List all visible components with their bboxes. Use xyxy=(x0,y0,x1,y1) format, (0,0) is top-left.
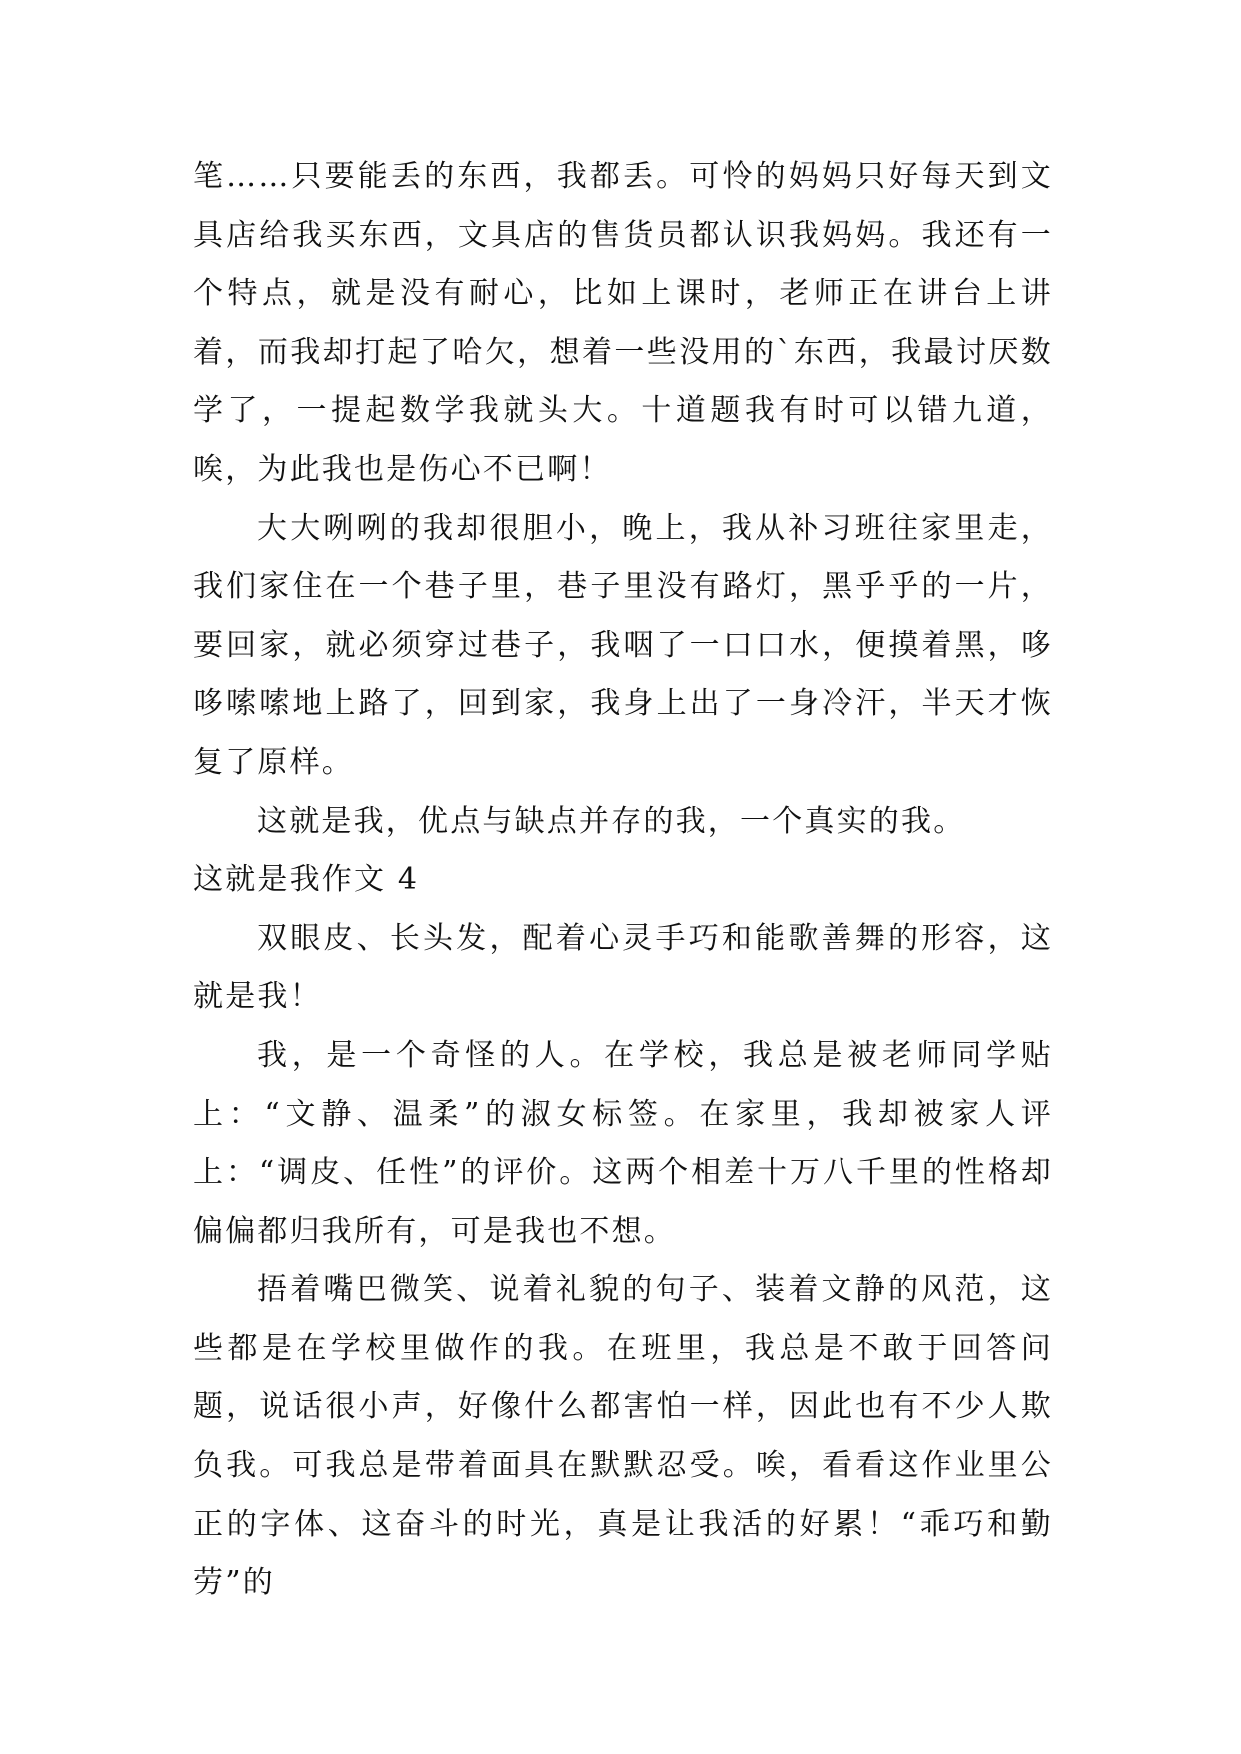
paragraph-school: 捂着嘴巴微笑、说着礼貌的句子、装着文静的风范，这些都是在学校里做作的我。在班里，我总是不敢于回答问题，说话很小声，好像什么都害怕一样，因此也有不少人欺负我。可我总是带着面具在默默忍受。唉，看看这作业里公正的字体、这奋斗的时光，真是让我活的好累！“乖巧和勤劳”的 xyxy=(193,1272,1053,1601)
paragraph-continued: 笔……只要能丢的东西，我都丢。可怜的妈妈只好每天到文具店给我买东西，文具店的售货员都认识我妈妈。我还有一个特点，就是没有耐心，比如上课时，老师正在讲台上讲着，而我却打起了哈欠，想着一些没用的`东西，我最讨厌数学了，一提起数学我就头大。十道题我有时可以错九道，唉，为此我也是伤心不已啊！ xyxy=(193,159,1053,487)
paragraph-strange: 我，是一个奇怪的人。在学校，我总是被老师同学贴上：“文静、温柔”的淑女标签。在家里，我却被家人评上：“调皮、任性”的评价。这两个相差十万八千里的性格却偏偏都归我所有，可是我也不想。 xyxy=(193,1037,1053,1249)
paragraph-intro: 双眼皮、长头发，配着心灵手巧和能歌善舞的形容，这就是我！ xyxy=(193,920,1053,1015)
essay-heading: 这就是我作文 4 xyxy=(193,862,420,898)
paragraph-conclusion: 这就是我，优点与缺点并存的我，一个真实的我。 xyxy=(257,803,966,839)
document-body xyxy=(193,148,1053,1613)
paragraph-timid: 大大咧咧的我却很胆小，晚上，我从补习班往家里走，我们家住在一个巷子里，巷子里没有路灯，黑乎乎的一片，要回家，就必须穿过巷子，我咽了一口口水，便摸着黑，哆哆嗦嗦地上路了，回到家，我身上出了一身冷汗，半天才恢复了原样。 xyxy=(193,510,1053,780)
